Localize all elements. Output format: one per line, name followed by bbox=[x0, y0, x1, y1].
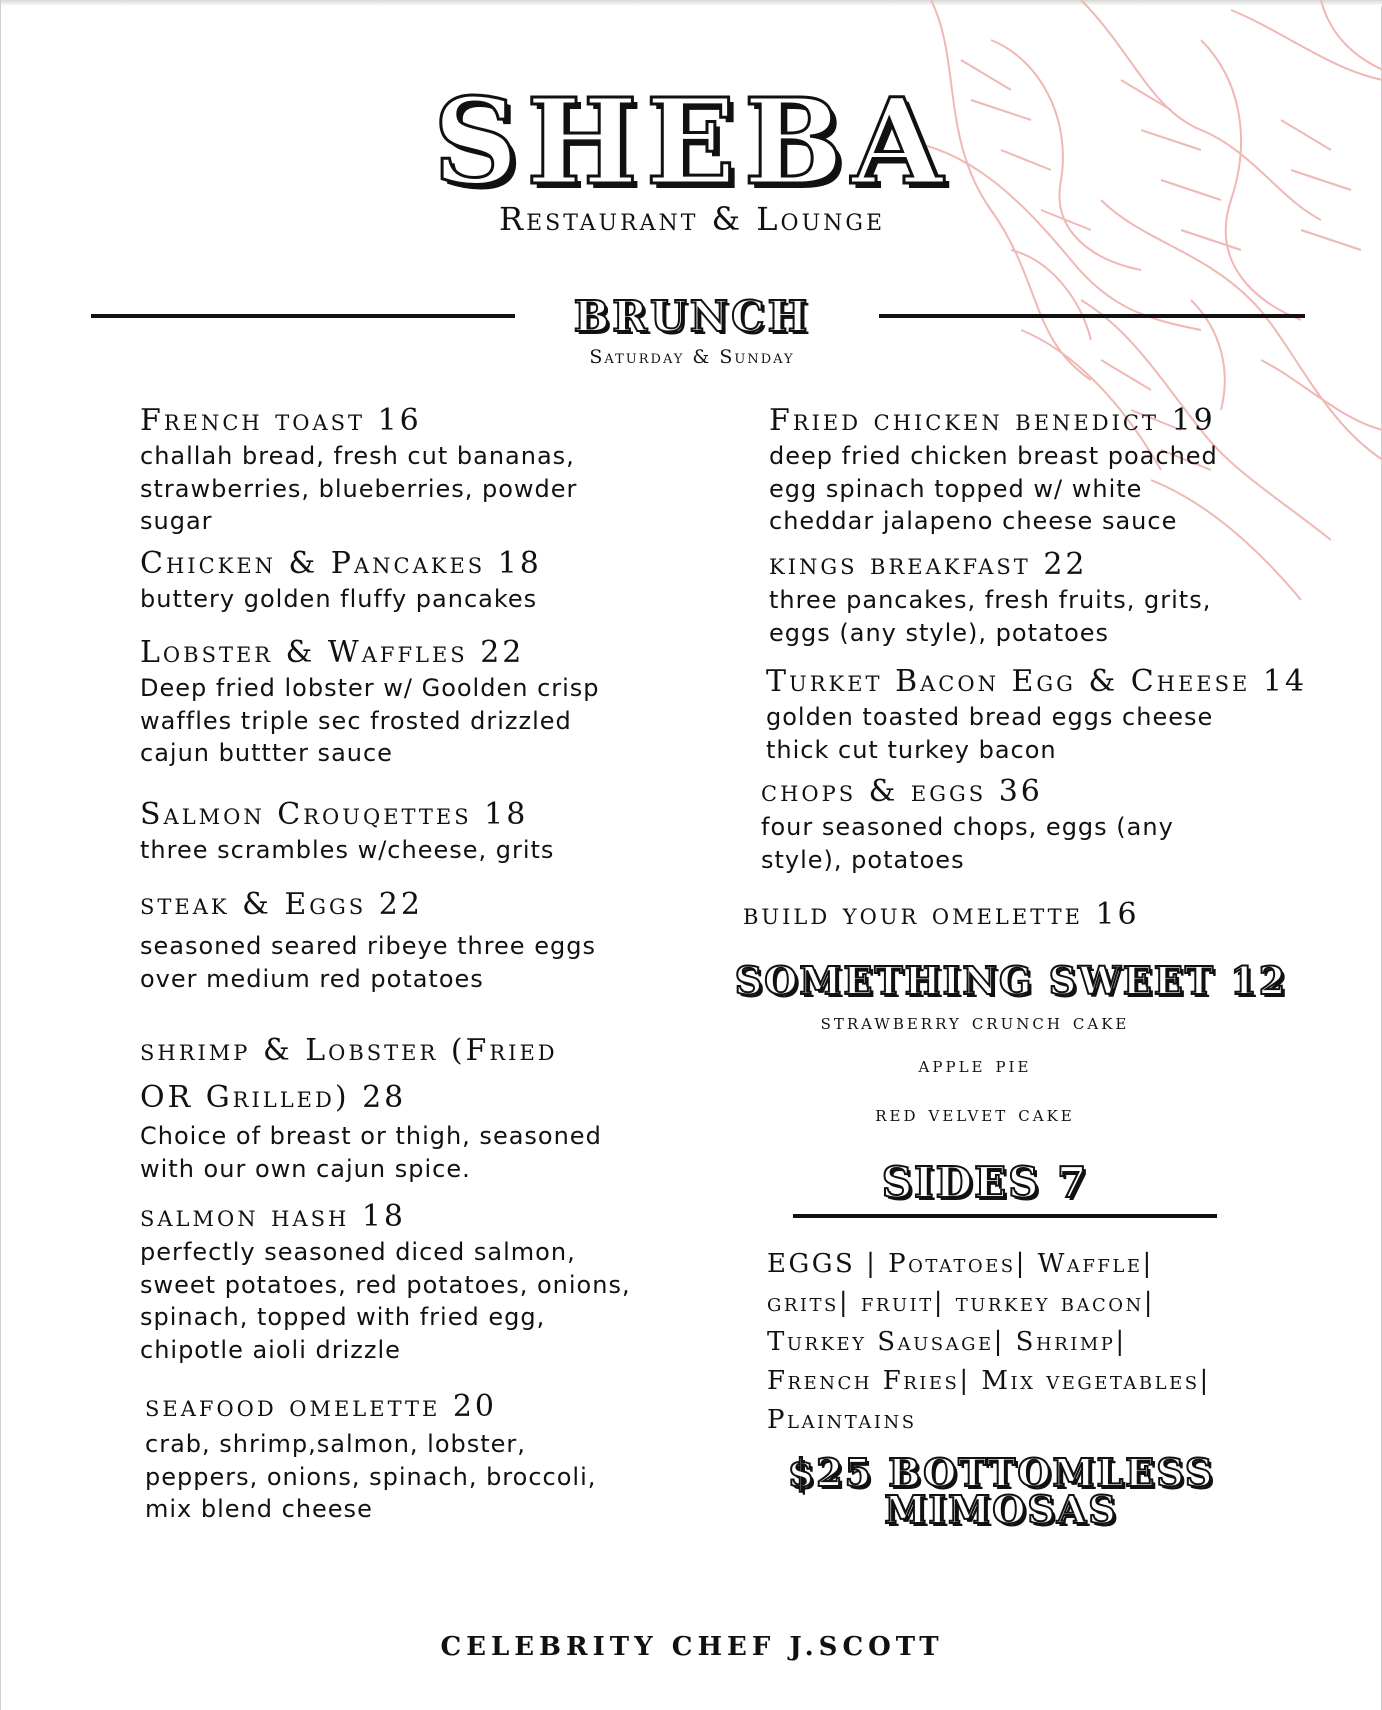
menu-item-kings-breakfast bbox=[769, 546, 1211, 649]
item-title: French toast 16 bbox=[140, 403, 422, 438]
item-desc-line: three scrambles w/cheese, grits bbox=[140, 836, 555, 864]
item-desc-line: spinach, topped with fried egg, bbox=[140, 1303, 546, 1331]
menu-item-turket-bacon bbox=[766, 663, 1307, 766]
item-title: shrimp & Lobster (Fried bbox=[140, 1033, 558, 1068]
menu-item-chicken-pancakes bbox=[140, 545, 542, 616]
menu-item-chops-eggs bbox=[761, 773, 1174, 876]
item-title: Chicken & Pancakes 18 bbox=[140, 546, 542, 581]
item-title: steak & Eggs 22 bbox=[140, 887, 423, 922]
item-title: build your omelette 16 bbox=[743, 897, 1140, 932]
item-desc-line: over medium red potatoes bbox=[140, 964, 484, 993]
item-desc-line: egg spinach topped w/ white bbox=[769, 474, 1143, 503]
item-desc-line: cheddar jalapeno cheese sauce bbox=[769, 507, 1178, 535]
item-title: kings breakfast 22 bbox=[769, 547, 1088, 582]
item-desc-line: buttery golden fluffy pancakes bbox=[140, 585, 538, 613]
menu-item-salmon-crouqettes bbox=[140, 796, 554, 867]
item-desc-line: three pancakes, fresh fruits, grits, bbox=[769, 586, 1212, 614]
item-desc-line: Choice of breast or thigh, seasoned bbox=[140, 1122, 602, 1150]
dessert-item: apple pie bbox=[918, 1053, 1032, 1078]
item-desc-line: thick cut turkey bacon bbox=[766, 735, 1057, 764]
item-title: Fried chicken benedict 19 bbox=[769, 403, 1216, 438]
restaurant-subtitle: Restaurant & Lounge bbox=[498, 200, 886, 238]
sides-line: Plaintains bbox=[767, 1405, 917, 1435]
dessert-item: strawberry crunch cake bbox=[820, 1010, 1130, 1035]
item-title: OR Grilled) 28 bbox=[140, 1080, 407, 1115]
menu-item-fried-chicken-benedict bbox=[769, 402, 1218, 538]
item-desc-line: seasoned seared ribeye three eggs bbox=[140, 932, 596, 960]
menu-item-build-omelette bbox=[743, 896, 1140, 934]
item-desc-line: chipotle aioli drizzle bbox=[140, 1335, 401, 1364]
item-desc-line: eggs (any style), potatoes bbox=[769, 618, 1110, 647]
sides-line: EGGS | Potatoes| Waffle| bbox=[767, 1249, 1154, 1279]
menu-item-lobster-waffles bbox=[140, 634, 600, 770]
section-title: BRUNCH bbox=[573, 292, 811, 341]
item-desc-line: perfectly seasoned diced salmon, bbox=[140, 1238, 576, 1266]
item-desc-line: strawberries, blueberries, powder bbox=[140, 474, 578, 503]
menu-item-seafood-omelette bbox=[145, 1388, 596, 1526]
menu-item-salmon-hash bbox=[140, 1198, 631, 1366]
sides-title: SIDES 7 bbox=[881, 1158, 1089, 1207]
item-title: salmon hash 18 bbox=[140, 1199, 407, 1234]
item-title: Lobster & Waffles 22 bbox=[140, 635, 525, 670]
dessert-item: red velvet cake bbox=[875, 1102, 1075, 1127]
item-desc-line: waffles triple sec frosted drizzled bbox=[140, 706, 572, 735]
item-desc-line: cajun buttter sauce bbox=[140, 739, 393, 767]
mimosa-line-2: MIMOSAS bbox=[884, 1487, 1118, 1532]
section-days: Saturday & Sunday bbox=[589, 346, 795, 368]
item-desc-line: Deep fried lobster w/ Goolden crisp bbox=[140, 674, 600, 702]
item-desc-line: crab, shrimp,salmon, lobster, bbox=[145, 1430, 526, 1458]
item-desc-line: challah bread, fresh cut bananas, bbox=[140, 442, 575, 470]
item-desc-line: peppers, onions, spinach, broccoli, bbox=[145, 1462, 597, 1491]
sides-line: grits| fruit| turkey bacon| bbox=[767, 1288, 1155, 1318]
sides-line: French Fries| Mix vegetables| bbox=[767, 1366, 1211, 1396]
sides-list bbox=[767, 1245, 1211, 1440]
item-title: Turket Bacon Egg & Cheese 14 bbox=[766, 664, 1308, 699]
item-desc-line: mix blend cheese bbox=[145, 1495, 373, 1523]
item-desc-line: golden toasted bread eggs cheese bbox=[766, 703, 1214, 731]
mimosa-line-1: $25 BOTTOMLESS bbox=[787, 1450, 1215, 1495]
item-title: Salmon Crouqettes 18 bbox=[140, 797, 529, 832]
item-desc-line: deep fried chicken breast poached bbox=[769, 442, 1218, 470]
item-desc-line: four seasoned chops, eggs (any bbox=[761, 813, 1174, 841]
menu-item-french-toast bbox=[140, 402, 577, 538]
item-desc-line: style), potatoes bbox=[761, 845, 965, 874]
restaurant-logo: SHEBA bbox=[433, 72, 951, 211]
menu-item-shrimp-lobster bbox=[140, 1026, 602, 1185]
sides-divider bbox=[793, 1214, 1217, 1218]
item-desc-line: sweet potatoes, red potatoes, onions, bbox=[140, 1270, 631, 1299]
item-desc-line: sugar bbox=[140, 507, 213, 535]
chef-credit: CELEBRITY CHEF J.SCOTT bbox=[440, 1632, 944, 1662]
item-title: chops & eggs 36 bbox=[761, 774, 1043, 809]
something-sweet-title: SOMETHING SWEET 12 bbox=[734, 958, 1288, 1003]
sides-line: Turkey Sausage| Shrimp| bbox=[767, 1327, 1127, 1357]
item-title: seafood omelette 20 bbox=[145, 1389, 498, 1424]
menu-item-steak-eggs bbox=[140, 886, 596, 995]
item-desc-line: with our own cajun spice. bbox=[140, 1154, 471, 1183]
